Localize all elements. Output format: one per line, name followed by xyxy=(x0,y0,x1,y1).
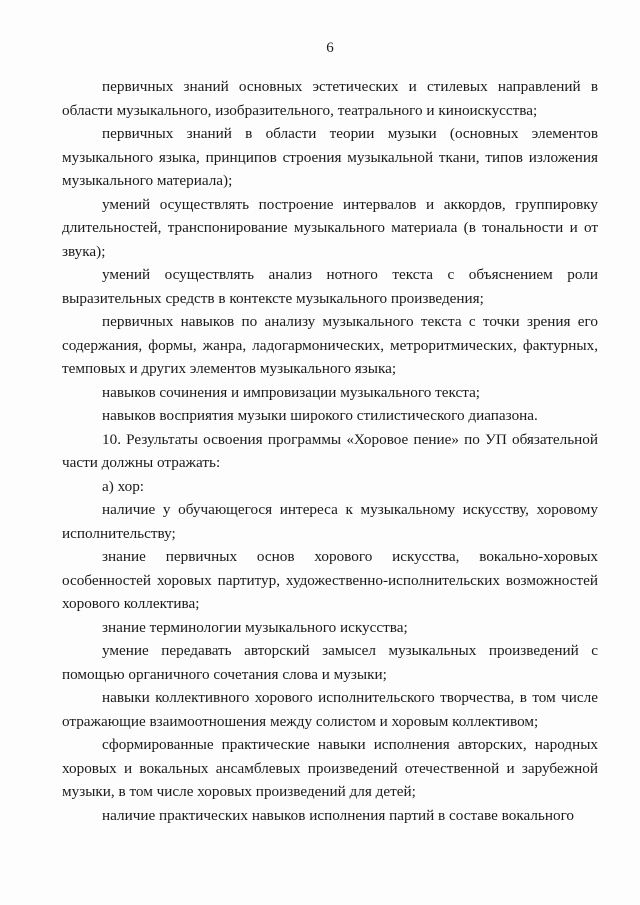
section-heading-paragraph: 10. Результаты освоения программы «Хоровое пение» по УП обязательной части должны отражать: xyxy=(62,430,598,471)
subsection-label: а) хор: xyxy=(102,477,145,495)
paragraph: навыков сочинения и импровизации музыкального текста; xyxy=(102,383,481,401)
page-number: 6 xyxy=(326,40,334,56)
paragraph: сформированные практические навыки исполнения авторских, народных хоровых и вокальных ансамблевых произведений отечественной и зарубежной музыки, в том числе хоровых произведений для детей; xyxy=(62,736,598,800)
paragraph: наличие у обучающегося интереса к музыкальному искусству, хоровому исполнительству; xyxy=(62,501,598,542)
paragraph: первичных знаний основных эстетических и стилевых направлений в области музыкального, изобразительного, театрального и киноискусства; xyxy=(62,78,598,119)
paragraph: умений осуществлять построение интервалов и аккордов, группировку длительностей, транспонирование музыкального материала (в тональности и от звука); xyxy=(62,195,598,260)
paragraph: знание первичных основ хорового искусства, вокально-хоровых особенностей хоровых партитур, художественно-исполнительских возможностей хорового коллектива; xyxy=(62,548,598,612)
paragraph: умений осуществлять анализ нотного текста с объяснением роли выразительных средств в контексте музыкального произведения; xyxy=(62,266,598,307)
paragraph: наличие практических навыков исполнения партий в составе вокального xyxy=(102,806,575,824)
paragraph: первичных знаний в области теории музыки (основных элементов музыкального языка, принципов строения музыкальной ткани, типов изложения музыкального материала); xyxy=(62,125,598,189)
paragraph: навыки коллективного хорового исполнительского творчества, в том числе отражающие взаимоотношения между солистом и хоровым коллективом; xyxy=(62,689,598,730)
paragraph: первичных навыков по анализу музыкального текста с точки зрения его содержания, формы, жанра, ладогармонических, метроритмических, фактурных, темповых и других элементов музыкального языка; xyxy=(62,313,598,377)
paragraph: навыков восприятия музыки широкого стилистического диапазона. xyxy=(102,407,538,424)
paragraph: знание терминологии музыкального искусства; xyxy=(102,618,408,636)
paragraph: умение передавать авторский замысел музыкальных произведений с помощью органичного сочетания слова и музыки; xyxy=(62,642,598,683)
